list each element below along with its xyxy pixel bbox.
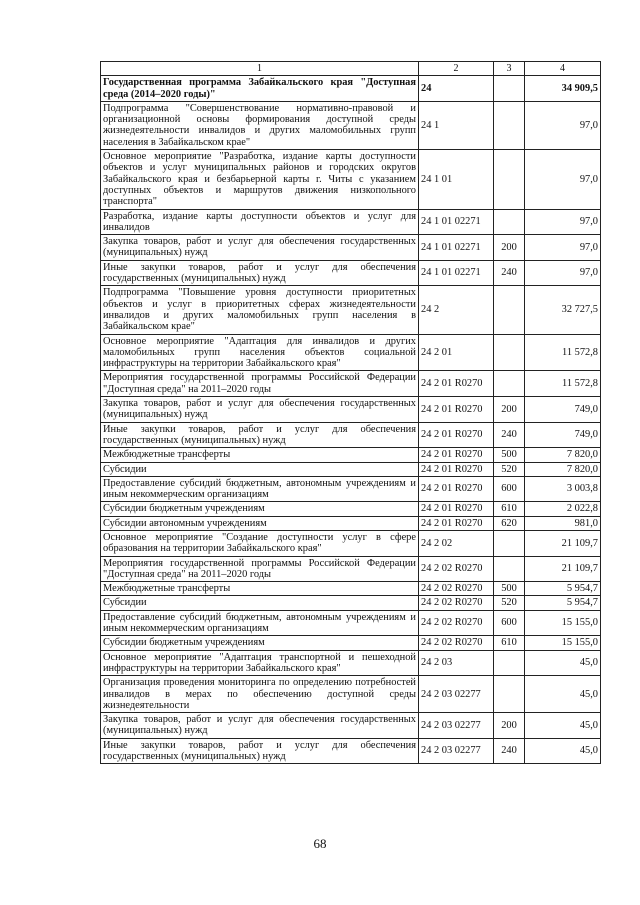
table-row — [101, 286, 601, 334]
row-vr-cell — [494, 676, 525, 713]
row-name-cell: Организация проведения мониторинга по определению потребностей инвалидов в мерах по обеспечению доступной среды жизнедеятельности — [101, 676, 419, 713]
table-row — [101, 516, 601, 530]
table-row — [101, 476, 601, 502]
row-name-cell: Подпрограмма "Повышение уровня доступности приоритетных объектов и услуг в приоритетных сферах жизнедеятельности инвалидов и других маломобильных групп населения в Забайкальском крае" — [101, 286, 419, 334]
row-sum-cell: 21 109,7 — [525, 530, 601, 556]
table-row — [101, 422, 601, 448]
row-sum-cell: 97,0 — [525, 101, 601, 149]
row-vr-cell: 500 — [494, 582, 525, 596]
header-cell-vr: 3 — [494, 62, 525, 76]
row-name-cell: Основное мероприятие "Создание доступности услуг в сфере образования на территории Забайкальского края" — [101, 530, 419, 556]
row-name-cell: Субсидии — [101, 596, 419, 610]
row-sum-cell: 15 155,0 — [525, 610, 601, 636]
row-sum-cell: 45,0 — [525, 676, 601, 713]
row-vr-cell — [494, 556, 525, 582]
row-name-cell: Иные закупки товаров, работ и услуг для обеспечения государственных (муниципальных) нужд — [101, 260, 419, 286]
row-vr-cell: 600 — [494, 610, 525, 636]
row-name-cell: Мероприятия государственной программы Российской Федерации "Доступная среда" на 2011–2020 годы — [101, 556, 419, 582]
row-name-cell: Закупка товаров, работ и услуг для обеспечения государственных (муниципальных) нужд — [101, 235, 419, 261]
row-sum-cell: 11 572,8 — [525, 334, 601, 371]
row-vr-cell — [494, 209, 525, 235]
row-sum-cell: 97,0 — [525, 209, 601, 235]
row-name-cell: Подпрограмма "Совершенствование нормативно-правовой и организационной основы формирования доступной среды жизнедеятельности инвалидов и других маломобильных групп населения в Забайкальском крае" — [101, 101, 419, 149]
table-row — [101, 397, 601, 423]
row-code-cell: 24 2 03 — [419, 650, 494, 676]
row-vr-cell — [494, 150, 525, 209]
row-vr-cell — [494, 286, 525, 334]
row-name-cell: Межбюджетные трансферты — [101, 582, 419, 596]
row-sum-cell: 45,0 — [525, 713, 601, 739]
row-code-cell: 24 2 03 02277 — [419, 713, 494, 739]
row-name-cell: Основное мероприятие "Адаптация для инвалидов и других маломобильных групп населения объектов социальной инфраструктуры на территории Забайкальского края" — [101, 334, 419, 371]
row-sum-cell: 45,0 — [525, 650, 601, 676]
row-vr-cell: 200 — [494, 397, 525, 423]
budget-table — [100, 61, 601, 764]
row-vr-cell: 200 — [494, 713, 525, 739]
row-sum-cell: 749,0 — [525, 397, 601, 423]
row-name-cell: Субсидии бюджетным учреждениям — [101, 502, 419, 516]
row-sum-cell: 34 909,5 — [525, 76, 601, 102]
row-vr-cell: 520 — [494, 462, 525, 476]
row-code-cell: 24 2 02 R0270 — [419, 582, 494, 596]
row-name-cell: Иные закупки товаров, работ и услуг для обеспечения государственных (муниципальных) нужд — [101, 738, 419, 764]
row-code-cell: 24 2 02 — [419, 530, 494, 556]
row-code-cell: 24 1 01 — [419, 150, 494, 209]
row-code-cell: 24 1 01 02271 — [419, 209, 494, 235]
table-row — [101, 334, 601, 371]
table-row — [101, 530, 601, 556]
row-vr-cell: 500 — [494, 448, 525, 462]
row-vr-cell: 240 — [494, 422, 525, 448]
row-code-cell: 24 2 03 02277 — [419, 676, 494, 713]
row-name-cell: Субсидии бюджетным учреждениям — [101, 636, 419, 650]
row-vr-cell: 610 — [494, 502, 525, 516]
row-code-cell: 24 2 01 R0270 — [419, 516, 494, 530]
row-sum-cell: 7 820,0 — [525, 448, 601, 462]
row-name-cell: Иные закупки товаров, работ и услуг для обеспечения государственных (муниципальных) нужд — [101, 422, 419, 448]
row-sum-cell: 97,0 — [525, 260, 601, 286]
table-row — [101, 713, 601, 739]
row-vr-cell — [494, 650, 525, 676]
row-name-cell: Субсидии — [101, 462, 419, 476]
row-code-cell: 24 2 02 R0270 — [419, 556, 494, 582]
table-row — [101, 260, 601, 286]
row-vr-cell: 620 — [494, 516, 525, 530]
row-code-cell: 24 1 01 02271 — [419, 235, 494, 261]
row-code-cell: 24 2 01 R0270 — [419, 371, 494, 397]
row-name-cell: Межбюджетные трансферты — [101, 448, 419, 462]
row-name-cell: Разработка, издание карты доступности объектов и услуг для инвалидов — [101, 209, 419, 235]
table-row — [101, 738, 601, 764]
row-sum-cell: 7 820,0 — [525, 462, 601, 476]
row-name-cell: Основное мероприятие "Разработка, издание карты доступности объектов и услуг муниципальных районов и городских округов Забайкальского края и безбарьерной карты г. Читы с указанием доступных объектов и маршрутов движения низкопольного транспорта" — [101, 150, 419, 209]
row-sum-cell: 5 954,7 — [525, 596, 601, 610]
row-vr-cell — [494, 371, 525, 397]
row-vr-cell: 240 — [494, 260, 525, 286]
row-vr-cell — [494, 76, 525, 102]
row-code-cell: 24 2 01 R0270 — [419, 476, 494, 502]
row-code-cell: 24 1 — [419, 101, 494, 149]
row-name-cell: Мероприятия государственной программы Российской Федерации "Доступная среда" на 2011–2020 годы — [101, 371, 419, 397]
row-vr-cell: 520 — [494, 596, 525, 610]
row-code-cell: 24 2 02 R0270 — [419, 610, 494, 636]
row-vr-cell: 200 — [494, 235, 525, 261]
row-code-cell: 24 2 02 R0270 — [419, 636, 494, 650]
table-body — [101, 62, 601, 764]
row-code-cell: 24 2 01 R0270 — [419, 462, 494, 476]
row-name-cell: Предоставление субсидий бюджетным, автономным учреждениям и иным некоммерческим организациям — [101, 610, 419, 636]
table-row — [101, 636, 601, 650]
header-cell-name: 1 — [101, 62, 419, 76]
table-row — [101, 101, 601, 149]
row-code-cell: 24 1 01 02271 — [419, 260, 494, 286]
row-code-cell: 24 2 — [419, 286, 494, 334]
page-number: 68 — [313, 836, 327, 851]
table-row — [101, 371, 601, 397]
table-row — [101, 502, 601, 516]
table-row — [101, 582, 601, 596]
row-sum-cell: 3 003,8 — [525, 476, 601, 502]
row-code-cell: 24 2 01 R0270 — [419, 422, 494, 448]
row-name-cell: Предоставление субсидий бюджетным, автономным учреждениям и иным некоммерческим организациям — [101, 476, 419, 502]
row-code-cell: 24 2 01 R0270 — [419, 502, 494, 516]
row-sum-cell: 981,0 — [525, 516, 601, 530]
row-sum-cell: 2 022,8 — [525, 502, 601, 516]
table-row — [101, 556, 601, 582]
row-code-cell: 24 2 01 R0270 — [419, 397, 494, 423]
row-code-cell: 24 2 01 — [419, 334, 494, 371]
row-sum-cell: 11 572,8 — [525, 371, 601, 397]
row-sum-cell: 97,0 — [525, 150, 601, 209]
table-row — [101, 650, 601, 676]
row-vr-cell — [494, 530, 525, 556]
row-sum-cell: 45,0 — [525, 738, 601, 764]
row-name-cell: Субсидии автономным учреждениям — [101, 516, 419, 530]
table-row — [101, 150, 601, 209]
row-name-cell: Основное мероприятие "Адаптация транспортной и пешеходной инфраструктуры на территории Забайкальского края" — [101, 650, 419, 676]
row-vr-cell: 600 — [494, 476, 525, 502]
row-code-cell: 24 2 03 02277 — [419, 738, 494, 764]
header-row — [101, 62, 601, 76]
table-row — [101, 676, 601, 713]
header-cell-code: 2 — [419, 62, 494, 76]
row-sum-cell: 5 954,7 — [525, 582, 601, 596]
row-name-cell: Закупка товаров, работ и услуг для обеспечения государственных (муниципальных) нужд — [101, 713, 419, 739]
row-code-cell: 24 — [419, 76, 494, 102]
row-sum-cell: 32 727,5 — [525, 286, 601, 334]
row-sum-cell: 15 155,0 — [525, 636, 601, 650]
row-vr-cell: 610 — [494, 636, 525, 650]
table-row — [101, 448, 601, 462]
row-sum-cell: 97,0 — [525, 235, 601, 261]
table-row — [101, 235, 601, 261]
row-sum-cell: 749,0 — [525, 422, 601, 448]
header-cell-sum: 4 — [525, 62, 601, 76]
table-row — [101, 76, 601, 102]
table-row — [101, 596, 601, 610]
row-vr-cell — [494, 334, 525, 371]
row-name-cell: Государственная программа Забайкальского края "Доступная среда (2014–2020 годы)" — [101, 76, 419, 102]
row-sum-cell: 21 109,7 — [525, 556, 601, 582]
row-name-cell: Закупка товаров, работ и услуг для обеспечения государственных (муниципальных) нужд — [101, 397, 419, 423]
table-row — [101, 209, 601, 235]
row-vr-cell — [494, 101, 525, 149]
table-row — [101, 610, 601, 636]
row-vr-cell: 240 — [494, 738, 525, 764]
table-row — [101, 462, 601, 476]
row-code-cell: 24 2 01 R0270 — [419, 448, 494, 462]
row-code-cell: 24 2 02 R0270 — [419, 596, 494, 610]
